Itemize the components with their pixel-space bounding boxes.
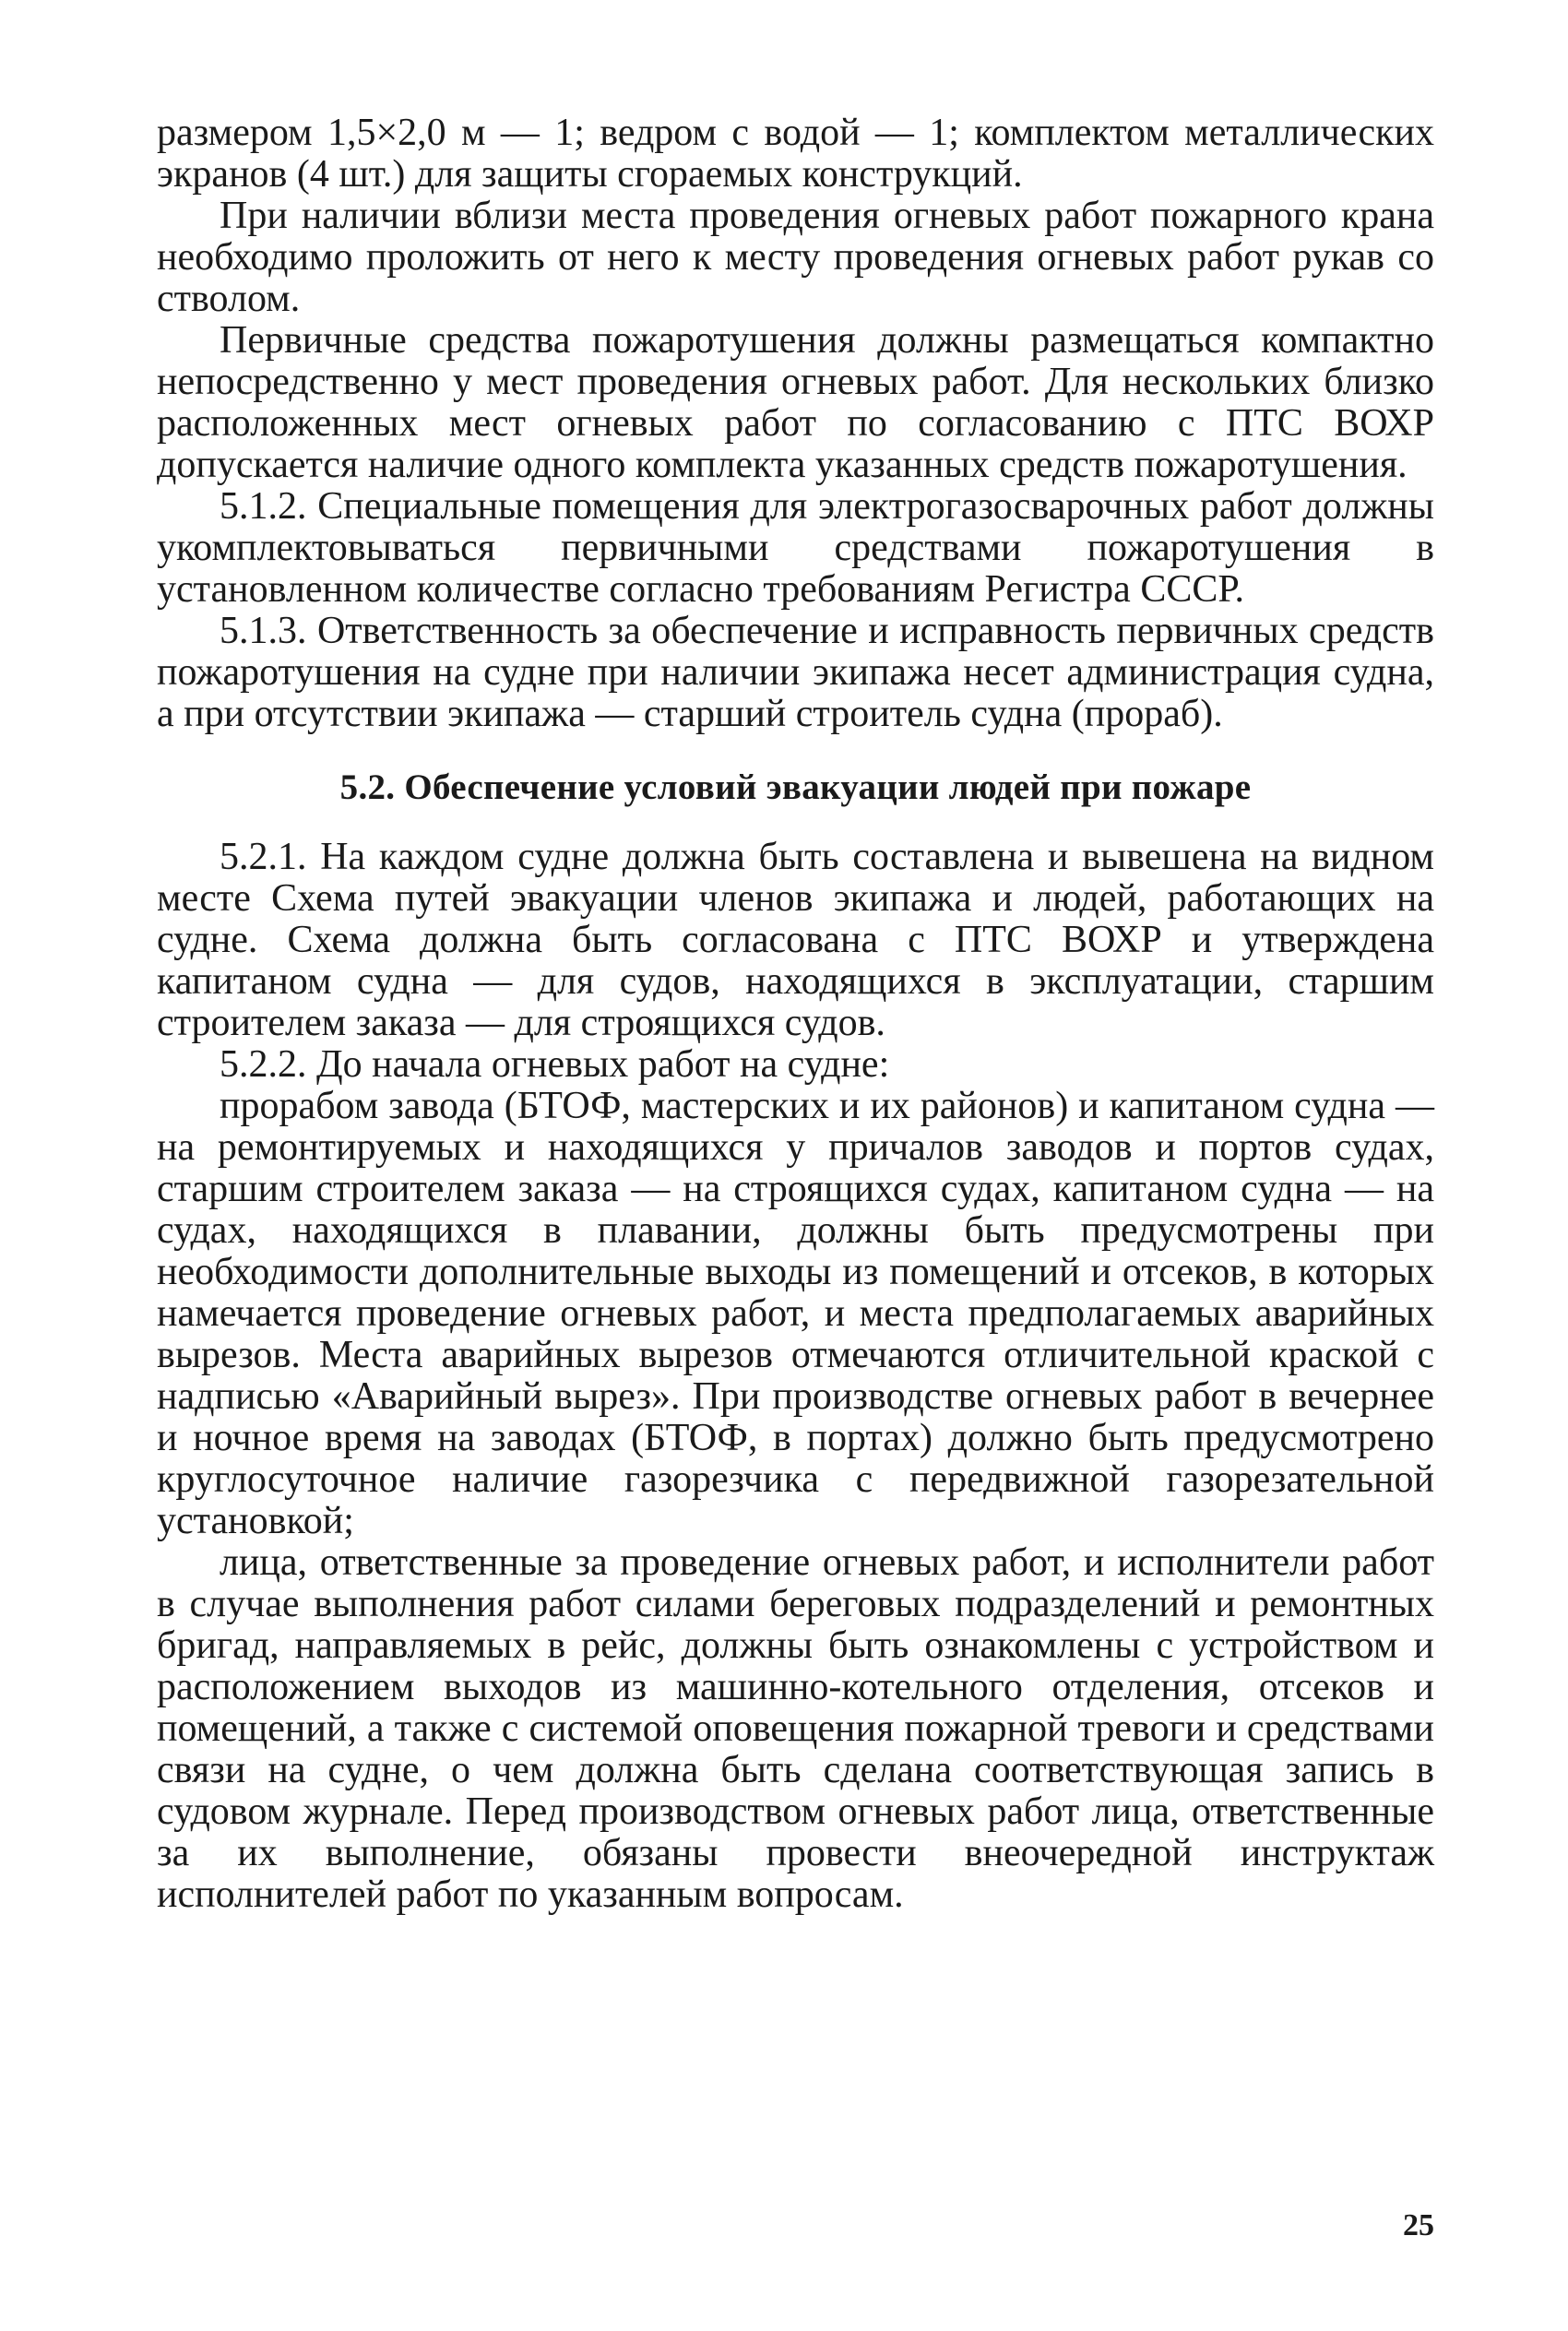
section-heading-5-2: 5.2. Обеспечение условий эвакуации людей при пожаре <box>339 767 1252 807</box>
paragraph-responsible-persons: лица, ответственные за проведение огневых работ, и исполнители работ в случае выполнения работ силами береговых подразделений и ремонтных бригад, направляемых в рейс, должны быть ознакомлены с устройством и расположением выходов из машинно-котельного отделения, отсеков и помещений, а также с системой оповещения пожарной тревоги и средствами связи на судне, о чем должна быть сделана соответствующая запись в судовом журнале. Перед производством огневых работ лица, ответственные за их выполнение, обязаны провести внеочередной инструктаж исполнителей работ по указанным вопросам. <box>157 1541 1434 1916</box>
paragraph-5-2-1: 5.2.1. На каждом судне должна быть составлена и вывешена на видном месте Схема путей эвакуации членов экипажа и людей, работающих на судне. Схема должна быть согласована с ПТС ВОХР и утверждена капитаном судна — для судов, находящихся в эксплуатации, старшим строителем заказа — для строящихся судов. <box>157 836 1434 1044</box>
paragraph-5-2-2: 5.2.2. До начала огневых работ на судне: <box>220 1043 890 1086</box>
paragraph-foreman-duties: прорабом завода (БТОФ, мастерских и их районов) и капитаном судна — на ремонтируемых и находящихся у причалов заводов и портов судах, старшим строителем заказа — на строящихся судах, капитаном судна — на судах, находящихся в плавании, должны быть предусмотрены при необходимости дополнительные выходы из помещений и отсеков, в которых намечается проведение огневых работ, и места предполагаемых аварийных вырезов. Места аварийных вырезов отмечаются отличительной краской с надписью «Аварийный вырез». При производстве огневых работ в вечернее и ночное время на заводах (БТОФ, в портах) должно быть предусмотрено круглосуточное наличие газорезчика с передвижной газорезательной установкой; <box>157 1085 1434 1542</box>
paragraph-5-1-2: 5.1.2. Специальные помещения для электрогазосварочных работ должны укомплектовываться первичными средствами пожаротушения в установленном количестве согласно требованиям Регистра СССР. <box>157 485 1434 611</box>
paragraph-continuation: размером 1,5×2,0 м — 1; ведром с водой — 1; комплектом металлических экранов (4 шт.) для защиты сгораемых конструкций. <box>157 112 1434 196</box>
paragraph-5-1-3: 5.1.3. Ответственность за обеспечение и исправность первичных средств пожаротушения на судне при наличии экипажа несет администрация судна, а при отсутствии экипажа — старший строитель судна (прораб). <box>157 610 1434 735</box>
paragraph-fire-hydrant: При наличии вблизи места проведения огневых работ пожарного крана необходимо проложить от него к месту проведения огневых работ рукав со стволом. <box>157 195 1434 320</box>
document-page <box>157 113 1434 1916</box>
page-number: 25 <box>1403 2208 1434 2242</box>
paragraph-primary-means: Первичные средства пожаротушения должны размещаться компактно непосредственно у мест проведения огневых работ. Для нескольких близко расположенных мест огневых работ по согласованию с ПТС ВОХР допускается наличие одного комплекта указанных средств пожаротушения. <box>157 319 1434 486</box>
